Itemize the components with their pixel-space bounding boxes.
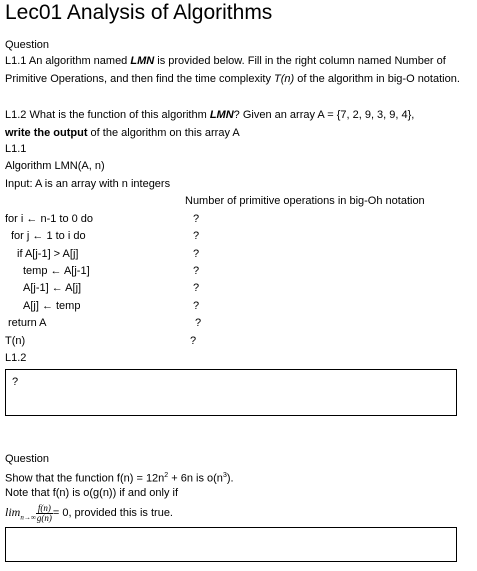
question-l1-2: L1.2 What is the function of this algorithm LMN? Given an array A = {7, 2, 9, 3, 9, 4}, write the output of the algorithm on this array A — [5, 109, 415, 139]
answer-box-l1-2[interactable] — [5, 369, 457, 416]
code-line: if A[j-1] > A[j] — [17, 248, 79, 260]
algorithm-input: Input: A is an array with n integers — [5, 178, 171, 190]
question-l1-1: L1.1 An algorithm named LMN is provided below. Fill in the right column named Number of Primitive Operations, and then find the time complexity T(n) of the algorithm in big-O notation. — [5, 55, 460, 85]
write-output-bold: write the output — [5, 127, 88, 139]
answer-box-text: ? — [12, 376, 19, 388]
algorithm-signature: Algorithm LMN(A, n) — [5, 160, 105, 172]
section-l1-2-label: L1.2 — [5, 352, 27, 364]
code-line: for j ← 1 to i do — [11, 230, 86, 242]
algo-name: LMN — [130, 55, 155, 67]
limit-condition: = 0, provided this is true. — [52, 507, 173, 519]
question2-line1: Show that the function $f(n) = 12n^2 + 6n$ is $o(n^3)$. — [5, 472, 234, 485]
section-l1-1-label: L1.1 — [5, 143, 27, 155]
algo-name-2: LMN — [209, 109, 234, 121]
question2-line2: Note that f(n) is o(g(n)) if and only if — [5, 487, 179, 499]
code-line: A[j] ← temp — [23, 300, 81, 312]
ops-cell: ? — [190, 335, 197, 347]
code-line: temp ← A[j-1] — [23, 265, 90, 277]
ops-cell: ? — [195, 317, 202, 329]
limit-formula — [5, 500, 173, 526]
ops-cell: ? — [193, 265, 200, 277]
page-title: Lec01 Analysis of Algorithms — [5, 1, 273, 24]
code-line: return A — [8, 317, 47, 329]
code-line: for i ← n-1 to 0 do — [5, 213, 94, 225]
limit-symbol: $\lim_{n\to\infty}$ — [5, 504, 36, 522]
question-label: Question — [5, 39, 50, 51]
ops-cell: ? — [193, 248, 200, 260]
answer-box-question2[interactable] — [5, 527, 457, 562]
ops-column-header: Number of primitive operations in big-Oh notation — [185, 195, 425, 207]
question2-label: Question — [5, 453, 50, 465]
limit-fraction: $\frac{f(n)}{g(n)}$ — [36, 502, 52, 523]
tn-row-label: T(n) — [5, 335, 26, 347]
code-line: A[j-1] ← A[j] — [23, 282, 82, 294]
ops-cell: ? — [193, 300, 200, 312]
ops-cell: ? — [193, 230, 200, 242]
ops-cell: ? — [193, 282, 200, 294]
ops-cell: ? — [193, 213, 200, 225]
